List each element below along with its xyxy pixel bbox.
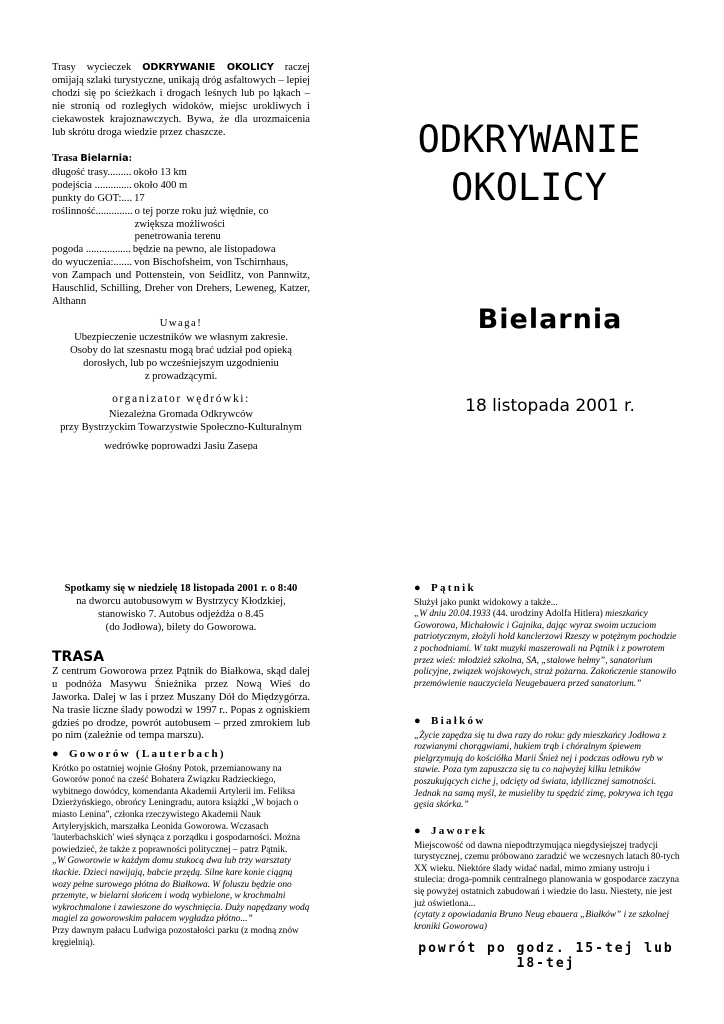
route-block — [52, 645, 310, 743]
row-value: około 400 m — [133, 179, 188, 191]
patnik-block — [414, 578, 682, 690]
bialkow-quote: „Życie zapędza się tu dwa razy do roku: gdy mieszkańcy Jodłowa z rozwianymi chorągwiami, hukiem trąb i chóralnym śpiewem pielgrzymują do kościółka Marii Śnież nej i podczas odłowu ryb w stawie. Poza tym zapuszcza się tu co najwyżej kilku letników poszukujących ciche j, odcięty od świata, idyllicznej samotności. Jednak na samą myśl, że musieliby tu spędzić zimę, pokrywa ich tęga gęsia skórka.” — [414, 730, 674, 811]
meeting-line: stanowisko 7. Autobus odjeżdża o 8.45 — [98, 608, 264, 620]
row-label: długość trasy......... — [52, 166, 132, 178]
row-value: będzie na pewno, ale listopadowa — [132, 244, 276, 256]
organizator-line: przy Bystrzyckim Towarzystwie Społeczno-Kulturalnym — [60, 421, 302, 433]
intro-post: raczej omijają szlaki turystyczne, unikają dróg asfaltowych – lepiej chodzi się po ścieżkach i drogach leśnych lub po łąkach – nie stronią od rozległych widoków, miejsc urokliwych i ciekawostek krajoznawczych. Bywa, że dla urozmaicenia lub skrótu droga wiedzie przez chaszcze. — [52, 62, 310, 138]
row-label: do wyuczenia:....... — [52, 257, 133, 269]
row-label: pogoda ................. — [52, 244, 131, 256]
meeting-line: na dworcu autobusowym w Bystrzycy Kłodzkiej, — [76, 595, 286, 607]
row-label: podejścia .............. — [52, 179, 132, 191]
uwaga-line: Ubezpieczenie uczestników we własnym zakresie. — [74, 331, 288, 343]
return-note: powrót po godz. 15-tej lub 18-tej — [418, 941, 674, 971]
goworow-block — [52, 744, 310, 949]
jaworek-text: Miejscowość od dawna niepodtrzymująca niegdysiejszej tradycji turystycznej, czemu próbowano zaradzić we wczesnych latach 80-tych XX wieku. Niektóre ślady widać nadal, mimo zmiany ustroju i stulecia: droga-pomnik centralnego planowania w gospodarce zaczyna się powyżej ostatnich zabudowań i wiedzie do lasu. Niestety, nie jest już oświetlona... — [414, 840, 680, 909]
uwaga-line: dorosłych, lub po wcześniejszym uzgodnieniu — [83, 357, 279, 369]
bialkow-heading: Białków — [430, 715, 486, 727]
page-title — [394, 116, 664, 212]
goworow-quote: „W Goworowie w każdym domu stukocą dwa lub trzy warsztaty tkackie. Dzieci nawijają, babcie przędą. Silne kare konie ciągną wozy pełne surowego płótna do Białkowa. W foluszu będzie ono przemyte, w bielarni słońcem i wodą wybielone, w krochmalni wykrochmalone i zawieszone do wyschnięcia. Duży napędzany wodą magiel za goworowskim pałacem wygładza płótno...” — [52, 856, 310, 925]
goworow-after: Przy dawnym pałacu Ludwiga pozostałości parku (z modną znów kręgielnią). — [52, 925, 299, 948]
intro-brand: ODKRYWANIE OKOLICY — [142, 62, 274, 73]
uwaga-line: z prowadzącymi. — [144, 370, 218, 382]
row-value: około 13 km — [133, 166, 187, 178]
meeting-bold: Spotkamy się w niedzielę 18 listopada 2001 r. o 8:40 — [64, 583, 298, 594]
title-line-1: ODKRYWANIE — [417, 118, 641, 161]
bullet-icon: ● — [414, 715, 423, 727]
jaworek-source: (cytaty z opowiadania Bruno Neug ebauera „Białków” i ze szkolnej kroniki Goworowa) — [414, 910, 669, 932]
row-label: roślinność.............. — [52, 205, 133, 217]
meeting-block — [52, 583, 310, 635]
jaworek-heading: Jaworek — [430, 825, 488, 837]
organizator-line: Niezależna Gromada Odkrywców — [108, 408, 254, 420]
patnik-intro: Służył jako punkt widokowy a także... — [414, 597, 558, 608]
row-value: o tej porze roku już więdnie, co zwiększa możliwości penetrowania terenu — [134, 205, 269, 243]
patnik-quote-note: (44. urodziny Adolfa Hitlera) — [490, 609, 606, 620]
bialkow-block — [414, 711, 682, 812]
patnik-quote-date: „W dniu 20.04.1933 — [414, 609, 491, 620]
trasa-row — [52, 193, 310, 206]
place-title: Bielarnia — [477, 304, 623, 335]
trasa-name: Bielarnia — [80, 153, 129, 164]
trasa-row — [52, 244, 310, 257]
row-value: 17 — [134, 192, 145, 204]
intro-paragraph — [52, 62, 310, 139]
organizator-guide: wedrówkę poprowadzi Jasiu Zasepa — [104, 441, 258, 450]
jaworek-heading-row — [414, 826, 682, 838]
goworow-text: Krótko po ostatniej wojnie Głośny Potok, przemianowany na Goworów ponoć na cześć Bohatera Związku Radzieckiego, wybitnego dowódcy, komendanta Akademii Artylerii im. Feliksa Dzierżyńskiego, obrońcy Leningradu, autora książki „W bojach o miasto Lenina”, członka rzeczywistego Akademii Nauk Artyleryjskich, marszałka Leonida Goworowa. Wczasach 'lauterbachskich' wieś słynąca z porządku i gospodarności. Można powiedzieć, że także z poprawności politycznej – patrz Pątnik. — [52, 763, 301, 855]
goworow-heading: Goworów (Lauterbach) — [68, 748, 226, 760]
title-line-2: OKOLICY — [451, 166, 607, 209]
trasa-details — [52, 153, 310, 309]
uwaga-line: Osoby do lat szesnastu mogą brać udział pod opieką — [70, 344, 292, 356]
uwaga-heading: Uwaga! — [159, 318, 203, 329]
trasa-heading: Trasa — [52, 153, 78, 164]
organizator-heading: organizator wędrówki: — [112, 393, 250, 405]
bullet-icon: ● — [52, 748, 61, 760]
organizator-block — [52, 393, 310, 450]
bullet-icon: ● — [414, 825, 423, 837]
meeting-line: (do Jodłowa), bilety do Goworowa. — [105, 621, 257, 633]
trasa-row — [52, 257, 310, 270]
trasa-row — [52, 167, 310, 180]
row-value: von Bischofsheim, von Tschirnhaus, — [134, 257, 289, 269]
patnik-quote: mieszkańcy Goworowa, Michałowic i Gajnika, dając wyraz swoim uczuciom patriotycznym, złożyli hołd kanclerzowi Rzeszy w potężnym pochodzie z pochodniami. W takt muzyki maszerowali na Pątnik i z powrotem przez wieś: młodzież szkolna, SA, „stalowe hełmy”, sanatorium policyjne, związek wojskowych, straż pożarna. Zakończenie stanowiło przemówienie nauczyciela Neugebauera przed sanatorium.” — [414, 609, 677, 689]
trasa-row — [52, 180, 310, 193]
trasa-names-cont: von Zampach und Pottenstein, von Seidlitz, von Pannwitz, Hauschlid, Schilling, Dreher von Drehers, Leweneg, Katzer, Althann — [52, 270, 310, 307]
row-label: punkty do GOT:.... — [52, 192, 133, 204]
jaworek-block — [414, 821, 682, 933]
patnik-heading-row — [414, 583, 682, 595]
patnik-heading: Pątnik — [430, 582, 476, 594]
route-text: Z centrum Goworowa przez Pątnik do Białkowa, skąd dalej u podnóża Masywu Śnieżnika przez Nową Wieś do Jaworka. Dalej w las i przez Muszany Dół do Międzygórza. Na trasie liczne ślady powodzi w 1997 r.. Popas z ogniskiem gdzieś po drodze, powrót autobusem – przed zmrokiem lub po nim (zależnie od tempa marszu). — [52, 665, 310, 742]
goworow-heading-row — [52, 749, 310, 761]
bialkow-heading-row — [414, 716, 682, 728]
trasa-row — [52, 206, 310, 245]
route-heading: TRASA — [52, 649, 105, 665]
bullet-icon: ● — [414, 582, 423, 594]
trasa-colon: : — [128, 153, 133, 164]
uwaga-block — [52, 318, 310, 384]
date-title: 18 listopada 2001 r. — [465, 396, 635, 416]
intro-pre: Trasy wycieczek — [52, 62, 143, 73]
